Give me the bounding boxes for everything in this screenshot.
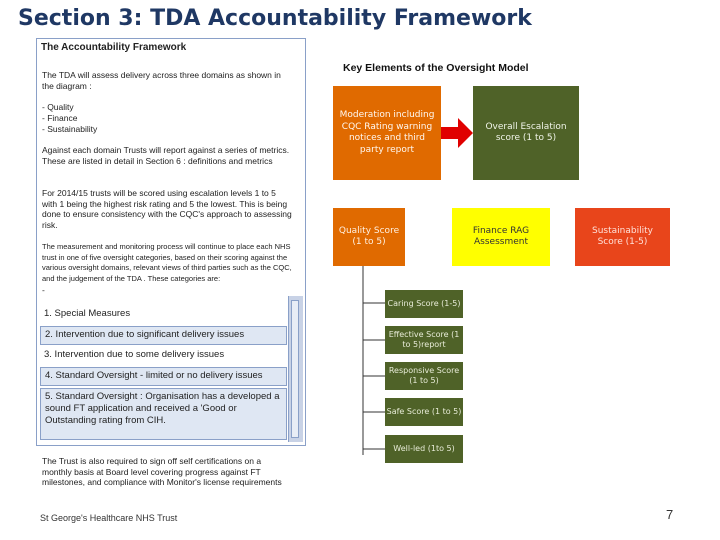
safe-score-box: Safe Score (1 to 5) [385,398,463,426]
model-title: Key Elements of the Oversight Model [343,62,529,74]
moderation-box: Moderation including CQC Rating warning notices and third party report [333,86,441,180]
finance-rag-box: Finance RAG Assessment [452,208,550,266]
responsive-score-box: Responsive Score (1 to 5) [385,362,463,390]
scoring-text: For 2014/15 trusts will be scored using escalation levels 1 to 5 with 1 being the highest risk rating and 5 the lowest. This is being done to ensure consistency with the CQC's approach to assessing risk. [42,188,292,230]
escalation-score-box: Overall Escalation score (1 to 5) [473,86,579,180]
caring-score-box: Caring Score (1-5) [385,290,463,318]
domain-finance: - Finance [42,113,78,123]
category-4: 4. Standard Oversight - limited or no delivery issues [40,367,287,386]
metrics-text: Against each domain Trusts will report against a series of metrics. These are listed in detail in Section 6 : definitions and metrics [42,145,290,166]
escalation-arrow [441,118,473,148]
category-3: 3. Intervention due to some delivery issues [40,347,287,365]
process-text: The measurement and monitoring process will continue to place each NHS trust in one of five oversight categories, based on their scoring against the various oversight domains, relevant views of third parties such as the CQC, and the judgement of the TDA . These categories are: [42,242,292,283]
domain-quality: - Quality [42,102,74,112]
well-led-score-box: Well-led (1to 5) [385,435,463,463]
category-1: 1. Special Measures [40,306,287,324]
footer-trust-name: St George's Healthcare NHS Trust [40,513,178,523]
category-5: 5. Standard Oversight : Organisation has a developed a sound FT application and received a 'Good or Outstanding rating from CIH. [40,388,287,440]
effective-score-box: Effective Score (1 to 5)report [385,326,463,354]
category-2: 2. Intervention due to significant delivery issues [40,326,287,345]
domain-sustainability: - Sustainability [42,124,98,134]
page-number: 7 [666,507,674,522]
quality-score-box: Quality Score (1 to 5) [333,208,405,266]
dash-text: - [42,285,45,295]
sustainability-score-box: Sustainability Score (1-5) [575,208,670,266]
page-title: Section 3: TDA Accountability Framework [18,6,532,31]
closing-text: The Trust is also required to sign off self certifications on a monthly basis at Board level covering progress against FT milestones, and compliance with Monitor's license requirements [42,456,282,487]
intro-text: The TDA will assess delivery across three domains as shown in the diagram : [42,70,281,91]
panel-heading: The Accountability Framework [41,42,187,53]
